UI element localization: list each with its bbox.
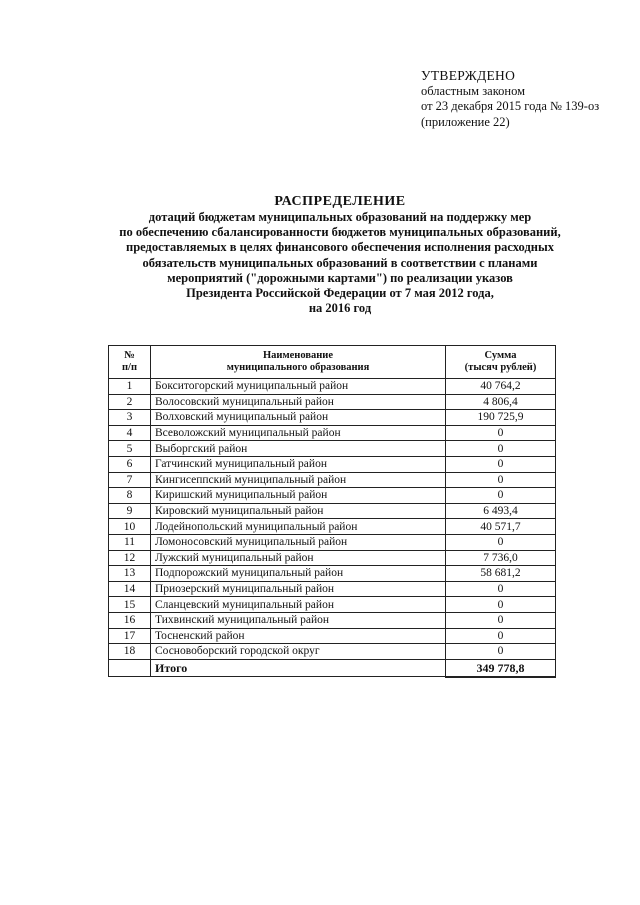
municipality-name: Кингисеппский муниципальный район xyxy=(151,472,446,488)
row-sum: 0 xyxy=(446,612,556,628)
row-number: 7 xyxy=(109,472,151,488)
row-sum: 0 xyxy=(446,644,556,660)
table-row xyxy=(109,441,556,457)
row-number: 16 xyxy=(109,612,151,628)
document-title: РАСПРЕДЕЛЕНИЕ xyxy=(274,194,406,209)
approval-stamp xyxy=(421,68,636,130)
approval-line-3: (приложение 22) xyxy=(421,114,510,129)
header-sum: Сумма (тысяч рублей) xyxy=(446,346,556,379)
row-sum: 0 xyxy=(446,628,556,644)
row-sum: 40 764,2 xyxy=(446,379,556,395)
row-number: 15 xyxy=(109,597,151,613)
heading-line: обязательств муниципальных образований в соответствии с планами xyxy=(142,255,538,270)
row-number: 2 xyxy=(109,394,151,410)
row-number: 14 xyxy=(109,581,151,597)
table-row xyxy=(109,425,556,441)
total-sum: 349 778,8 xyxy=(446,659,556,677)
row-number: 10 xyxy=(109,519,151,535)
municipality-name: Тихвинский муниципальный район xyxy=(151,612,446,628)
municipality-name: Бокситогорский муниципальный район xyxy=(151,379,446,395)
row-number: 1 xyxy=(109,379,151,395)
row-sum: 0 xyxy=(446,441,556,457)
heading-line: дотаций бюджетам муниципальных образований на поддержку мер xyxy=(148,210,532,224)
row-sum: 0 xyxy=(446,456,556,472)
table-row xyxy=(109,456,556,472)
row-sum: 0 xyxy=(446,597,556,613)
municipality-name: Всеволожский муниципальный район xyxy=(151,425,446,441)
row-number: 17 xyxy=(109,628,151,644)
row-number: 4 xyxy=(109,425,151,441)
table-row xyxy=(109,597,556,613)
row-number: 11 xyxy=(109,534,151,550)
municipality-name: Гатчинский муниципальный район xyxy=(151,456,446,472)
header-municipality: Наименование муниципального образования xyxy=(151,346,446,379)
table-row xyxy=(109,534,556,550)
table-row xyxy=(109,379,556,395)
municipality-name: Лужский муниципальный район xyxy=(151,550,446,566)
municipality-name: Подпорожский муниципальный район xyxy=(151,566,446,582)
row-sum: 7 736,0 xyxy=(446,550,556,566)
row-number: 12 xyxy=(109,550,151,566)
table-row xyxy=(109,566,556,582)
table-row xyxy=(109,644,556,660)
table-row xyxy=(109,410,556,426)
table-row xyxy=(109,612,556,628)
heading-line: по обеспечению сбалансированности бюджетов муниципальных образований, xyxy=(119,225,561,240)
heading-line: Президента Российской Федерации от 7 мая 2012 года, xyxy=(186,286,494,301)
approval-line-1: областным законом xyxy=(421,83,526,98)
distribution-table xyxy=(108,345,556,678)
municipality-name: Ломоносовский муниципальный район xyxy=(151,534,446,550)
row-number: 5 xyxy=(109,441,151,457)
row-sum: 0 xyxy=(446,581,556,597)
row-sum: 0 xyxy=(446,425,556,441)
heading-line: мероприятий ("дорожными картами") по реализации указов xyxy=(167,270,513,285)
table-row xyxy=(109,581,556,597)
municipality-name: Киришский муниципальный район xyxy=(151,488,446,504)
municipality-name: Выборгский район xyxy=(151,441,446,457)
table-row xyxy=(109,628,556,644)
table-header-row xyxy=(109,346,556,379)
row-number: 3 xyxy=(109,410,151,426)
municipality-name: Лодейнопольский муниципальный район xyxy=(151,519,446,535)
table-row xyxy=(109,550,556,566)
table-row xyxy=(109,503,556,519)
row-sum: 40 571,7 xyxy=(446,519,556,535)
municipality-name: Кировский муниципальный район xyxy=(151,503,446,519)
header-number: № п/п xyxy=(109,346,151,379)
row-sum: 4 806,4 xyxy=(446,394,556,410)
approval-line-2: от 23 декабря 2015 года № 139-оз xyxy=(421,99,600,113)
municipality-name: Сланцевский муниципальный район xyxy=(151,597,446,613)
row-number: 18 xyxy=(109,644,151,660)
municipality-name: Тосненский район xyxy=(151,628,446,644)
table-row xyxy=(109,472,556,488)
total-number-cell xyxy=(109,659,151,677)
row-sum: 0 xyxy=(446,534,556,550)
municipality-name: Волосовский муниципальный район xyxy=(151,394,446,410)
heading-line: на 2016 год xyxy=(308,301,372,316)
row-sum: 6 493,4 xyxy=(446,503,556,519)
municipality-name: Волховский муниципальный район xyxy=(151,410,446,426)
row-sum: 0 xyxy=(446,488,556,504)
municipality-name: Сосновоборский городской округ xyxy=(151,644,446,660)
row-sum: 190 725,9 xyxy=(446,410,556,426)
document-heading xyxy=(60,193,620,316)
row-number: 8 xyxy=(109,488,151,504)
total-row xyxy=(109,659,556,677)
total-label: Итого xyxy=(151,659,446,677)
municipality-name: Приозерский муниципальный район xyxy=(151,581,446,597)
table-row xyxy=(109,488,556,504)
approval-title: УТВЕРЖДЕНО xyxy=(421,68,516,83)
row-sum: 58 681,2 xyxy=(446,566,556,582)
row-number: 13 xyxy=(109,566,151,582)
row-sum: 0 xyxy=(446,472,556,488)
table-row xyxy=(109,519,556,535)
row-number: 6 xyxy=(109,456,151,472)
heading-line: предоставляемых в целях финансового обеспечения исполнения расходных xyxy=(126,240,554,255)
table-row xyxy=(109,394,556,410)
row-number: 9 xyxy=(109,503,151,519)
